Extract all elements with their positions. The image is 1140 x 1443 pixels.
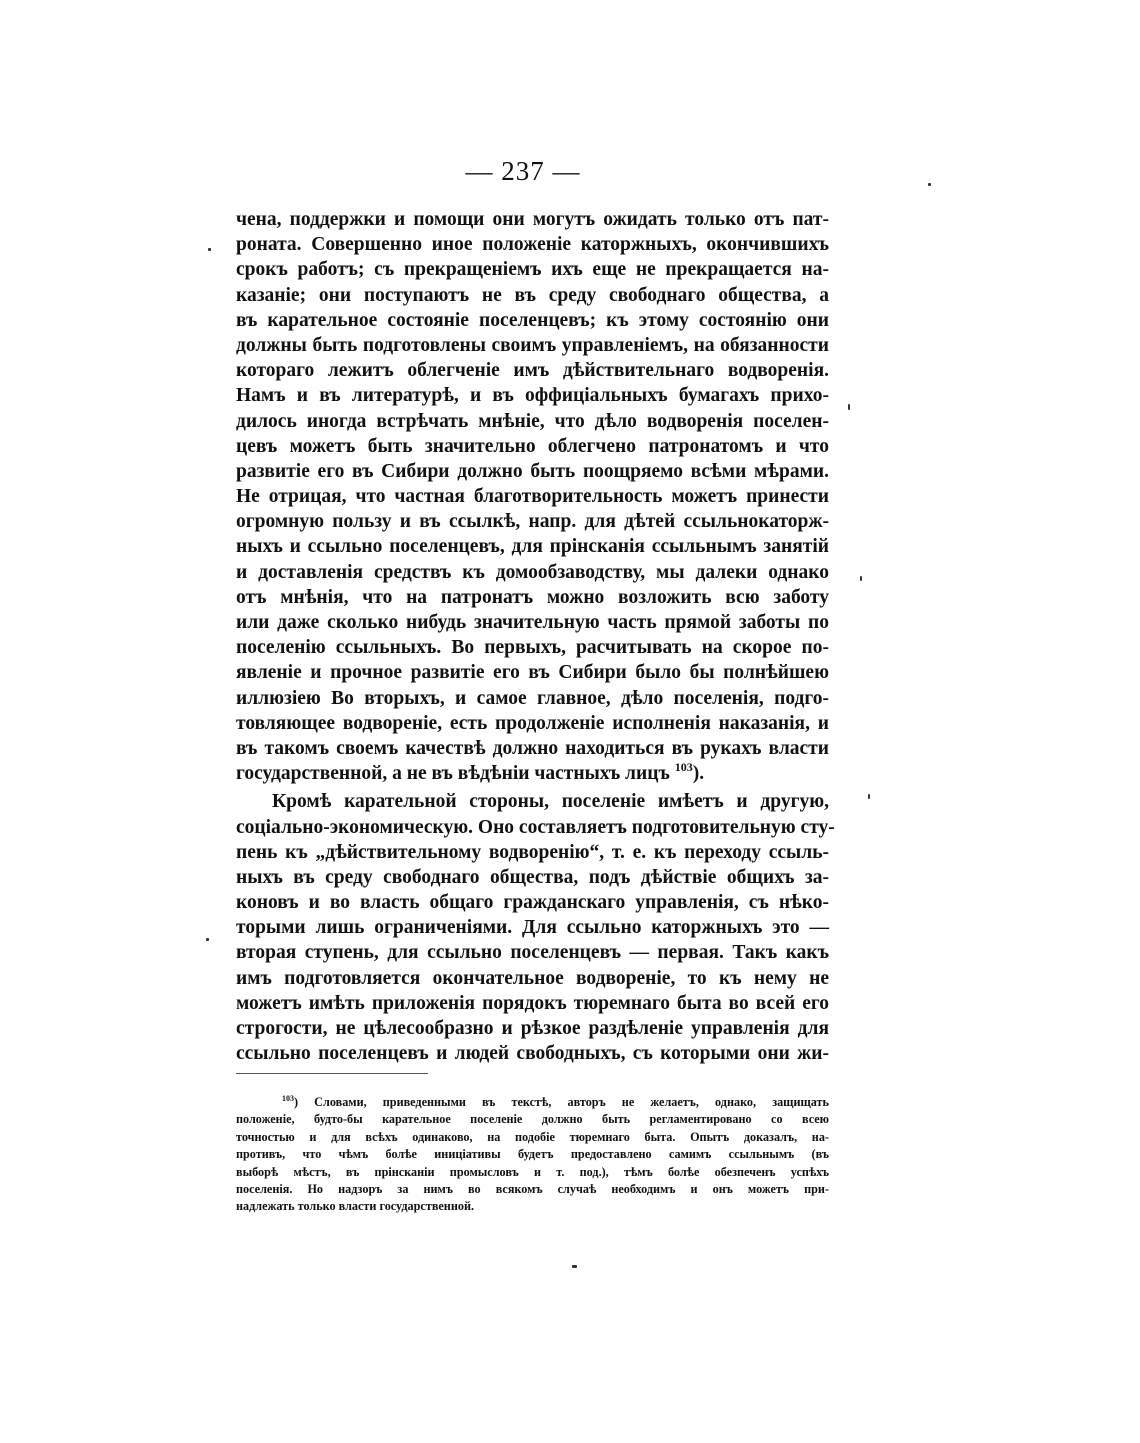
text-line: развитіе его въ Сибири должно быть поощряемо всѣми мѣрами. — [236, 460, 829, 482]
text-line: огромную пользу и въ ссылкѣ, напр. для дѣтей ссыльнокаторж- — [236, 511, 829, 533]
text-line: имъ подготовляется окончательное водвореніе, то къ нему не — [236, 967, 829, 989]
text-line: отъ мнѣнія, что на патронатъ можно возложить всю заботу — [236, 586, 829, 608]
text-line: или даже сколько нибудь значительную часть прямой заботы по — [236, 612, 829, 633]
footnote-line: точностью и для всѣхъ одинаково, на подобіе тюремнаго быта. Опытъ доказалъ, на- — [236, 1129, 829, 1144]
text-line: Не отрицая, что частная благотворительность можетъ принести — [236, 486, 829, 508]
footnote-marker: 103 — [282, 1094, 294, 1103]
footnote-line: надлежать только власти государственной. — [236, 1199, 475, 1214]
text-line: и доставленія средствъ къ домообзаводству, мы далеки однако — [236, 561, 829, 583]
text-line: котораго лежитъ облегченіе имъ дѣйствительнаго водворенія. — [236, 360, 829, 382]
text-line: роната. Совершенно иное положеніе каторжныхъ, окончившихъ — [236, 234, 829, 256]
page-number: — 237 — — [465, 156, 581, 186]
text-line: ныхъ и ссыльно поселенцевъ, для прінсканія ссыльнымъ занятій — [236, 536, 829, 558]
scan-speck — [928, 183, 931, 186]
text-line: чена, поддержки и помощи они могутъ ожидать только отъ пат- — [236, 209, 829, 230]
text-line: дилось иногда встрѣчать мнѣніе, что дѣло водворенія поселен- — [236, 410, 829, 432]
text-line: цевъ можетъ быть значительно облегчено патронатомъ и что — [236, 435, 829, 457]
footnote — [236, 1094, 829, 1216]
scan-speck — [206, 938, 209, 941]
footnote-reference[interactable]: 103 — [674, 760, 693, 775]
footnote-line: противъ, что чѣмъ болѣе иниціативы будетъ предоставлено самимъ ссыльнымъ (въ — [236, 1147, 829, 1162]
scan-speck — [860, 576, 862, 581]
text-line: государственной, а не въ вѣдѣніи частныхъ лицъ $^{103}$). — [236, 760, 705, 785]
footnote-line: выборѣ мѣстъ, въ прінсканіи промысловъ и т. под.), тѣмъ болѣе обезпеченъ успѣхъ — [236, 1164, 829, 1179]
text-line: торыми лишь ограниченіями. Для ссыльно каторжныхъ это — — [236, 917, 829, 939]
text-line: соціально-экономическую. Оно составляетъ подготовительную сту- — [236, 816, 835, 838]
text-line: ссыльно поселенцевъ и людей свободныхъ, съ которыми они жи- — [236, 1043, 829, 1065]
text-line: должны быть подготовлены своимъ управленіемъ, на обязанности — [236, 334, 829, 356]
text-line: коновъ и во власть общаго гражданскаго управленія, съ нѣко- — [236, 892, 829, 914]
text-line: можетъ имѣть приложенія порядокъ тюремнаго быта во всей его — [236, 992, 829, 1014]
text-line: явленіе и прочное развитіе его въ Сибири было бы полнѣйшею — [236, 662, 829, 684]
footnote-line: положеніе, будто-бы карательное поселеніе должно быть регламентировано со всею — [236, 1112, 829, 1127]
text-line: Намъ и въ литературѣ, и въ оффиціальныхъ бумагахъ прихо- — [236, 385, 829, 407]
scan-speck — [848, 404, 850, 410]
footnote-line: $^{103}$) Словами, приведенными въ текстѣ, авторъ не желаетъ, однако, защищать — [282, 1094, 829, 1109]
paragraph-1 — [236, 207, 829, 786]
text-line: товляющее водвореніе, есть продолженіе исполненія наказанія, и — [236, 712, 829, 734]
text-line: пень къ „дѣйствительному водворенію“, т. е. къ переходу ссыль- — [236, 841, 829, 863]
text-line: ныхъ въ среду свободнаго общества, подъ дѣйствіе общихъ за- — [236, 866, 829, 888]
scan-speck — [208, 248, 211, 251]
footnote-rule — [236, 1073, 428, 1074]
text-line: иллюзіею Во вторыхъ, и самое главное, дѣло поселенія, подго- — [236, 687, 829, 709]
paragraph-2 — [236, 789, 835, 1066]
text-line: Кромѣ карательной стороны, поселеніе имѣетъ и другую, — [272, 791, 829, 813]
scan-speck — [572, 1265, 577, 1268]
text-line: строгости, не цѣлесообразно и рѣзкое раздѣленіе управленія для — [236, 1018, 829, 1039]
text-line: въ карательное состояніе поселенцевъ; къ этому состоянію они — [236, 309, 829, 331]
text-line: казаніе; они поступаютъ не въ среду свободнаго общества, а — [236, 284, 829, 306]
text-line: въ такомъ своемъ качествѣ должно находиться въ рукахъ власти — [236, 737, 829, 759]
text-line: срокъ работъ; съ прекращеніемъ ихъ еще не прекращается на- — [236, 259, 829, 281]
scan-speck — [868, 794, 870, 799]
main-text — [236, 207, 835, 1066]
text-line: поселенію ссыльныхъ. Во первыхъ, расчитывать на скорое по- — [236, 637, 829, 659]
text-line: вторая ступень, для ссыльно поселенцевъ — первая. Такъ какъ — [236, 942, 829, 964]
footnote-line: поселенія. Но надзоръ за нимъ во всякомъ случаѣ необходимъ и онъ можетъ при- — [236, 1181, 829, 1196]
